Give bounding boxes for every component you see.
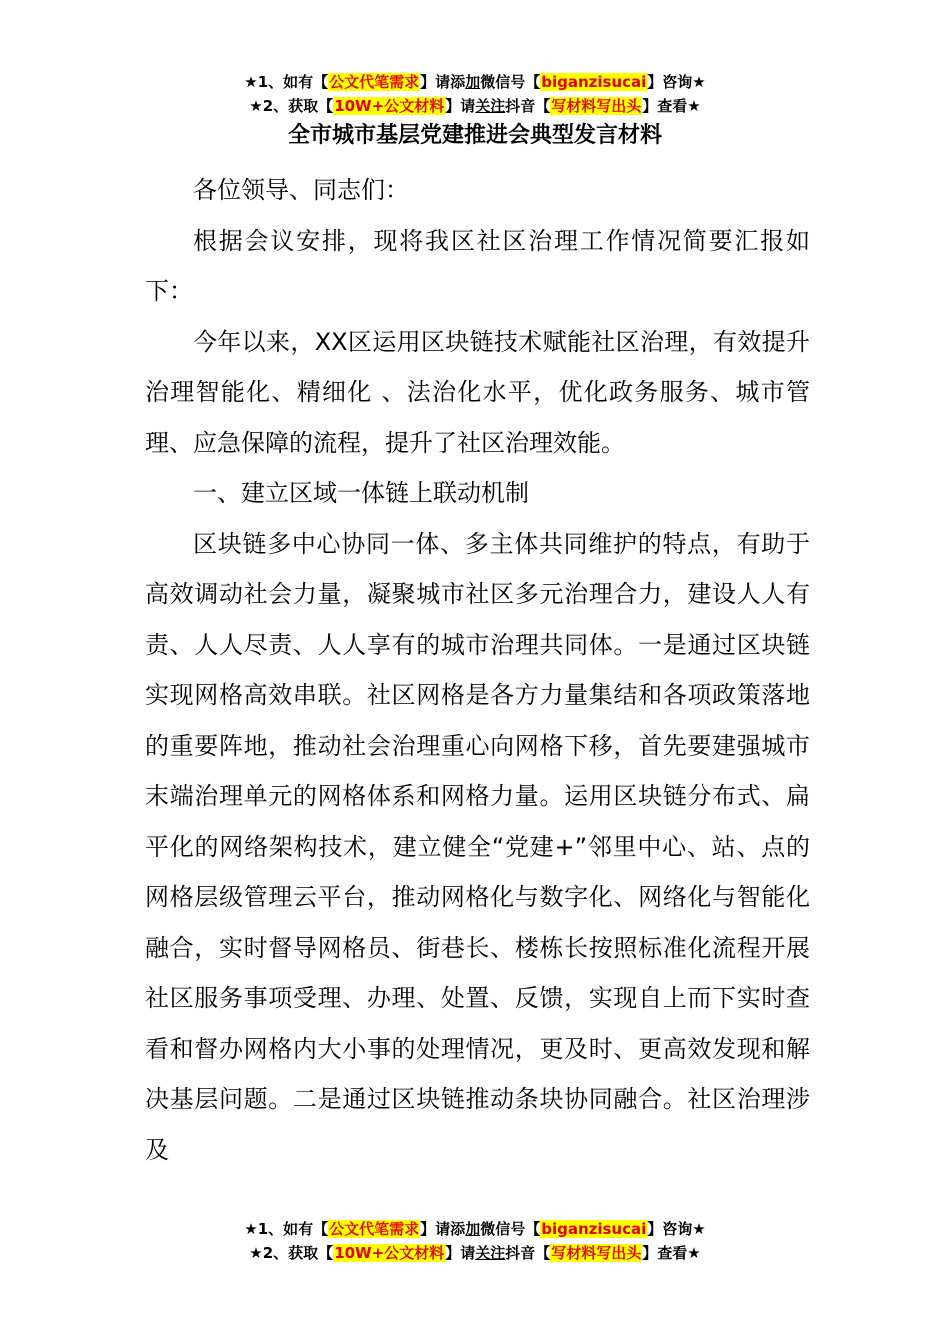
banner-underlined-text: 关注 — [475, 1244, 506, 1262]
banner-underlined-text: 加 — [465, 1220, 481, 1238]
banner-text: 】请 — [445, 1244, 476, 1262]
section-heading: 一、建立区域一体链上联动机制 — [193, 479, 529, 507]
banner-text: 】咨询★ — [647, 1220, 706, 1238]
banner-highlight: 公文代笔需求 — [329, 73, 420, 91]
banner-highlight: 10W+公文材料 — [334, 1244, 445, 1262]
banner-text: 】咨询★ — [647, 73, 706, 91]
banner-douyin-id: 写材料写出头 — [551, 1244, 642, 1262]
banner-text: 】查看★ — [642, 97, 701, 115]
banner-text: 】请添 — [420, 1220, 466, 1238]
banner-text: 微信号【 — [480, 1220, 541, 1238]
banner-text: ★1、如有【 — [244, 73, 329, 91]
header-banner — [0, 70, 950, 118]
banner-text: 抖音【 — [505, 97, 551, 115]
paragraph: 区块链多中心协同一体、多主体共同维护的特点，有助于高效调动社会力量，凝聚城市社区多元治理合力，建设人人有责、人人尽责、人人享有的城市治理共同体。一是通过区块链实现网格高效串联。社区网格是各方力量集结和各项政策落地的重要阵地，推动社会治理重心向网格下移，首先要建强城市末端治理单元的网格体系和网格力量。运用区块链分布式、扁平化的网络架构技术，建立健全“党建+”邻里中心、站、点的网格层级管理云平台，推动网格化与数字化、网络化与智能化融合，实时督导网格员、街巷长、楼栋长按照标准化流程开展社区服务事项受理、办理、处置、反馈，实现自上而下实时查看和督办网格内大小事的处理情况，更及时、更高效发现和解决基层问题。二是通过区块链推动条块协同融合。社区治理涉及 — [145, 529, 810, 1164]
salutation: 各位领导、同志们： — [193, 176, 409, 204]
banner-text: ★2、获取【 — [249, 97, 334, 115]
banner-wechat-id: biganzisucai — [541, 73, 647, 91]
banner-underlined-text: 关注 — [475, 97, 506, 115]
banner-text: 微信号【 — [480, 73, 541, 91]
banner-text: 抖音【 — [505, 1244, 551, 1262]
banner-text: 】查看★ — [642, 1244, 701, 1262]
banner-line-1 — [0, 1217, 950, 1241]
banner-underlined-text: 加 — [465, 73, 481, 91]
banner-wechat-id: biganzisucai — [541, 1220, 647, 1238]
footer-banner — [0, 1217, 950, 1265]
paragraph: 根据会议安排，现将我区社区治理工作情况简要汇报如下： — [145, 226, 810, 305]
banner-text: 】请添 — [420, 73, 466, 91]
banner-text: 】请 — [445, 97, 476, 115]
banner-text: ★2、获取【 — [249, 1244, 334, 1262]
paragraph: 今年以来，XX区运用区块链技术赋能社区治理，有效提升治理智能化、精细化 、法治化水平，优化政务服务、城市管理、应急保障的流程，提升了社区治理效能。 — [145, 327, 810, 457]
banner-douyin-id: 写材料写出头 — [551, 97, 642, 115]
banner-line-1 — [0, 70, 950, 94]
document-body — [145, 165, 810, 1175]
banner-text: ★1、如有【 — [244, 1220, 329, 1238]
document-title: 全市城市基层党建推进会典型发言材料 — [287, 123, 662, 148]
banner-line-2 — [0, 1241, 950, 1265]
banner-highlight: 公文代笔需求 — [329, 1220, 420, 1238]
banner-line-2 — [0, 94, 950, 118]
banner-highlight: 10W+公文材料 — [334, 97, 445, 115]
